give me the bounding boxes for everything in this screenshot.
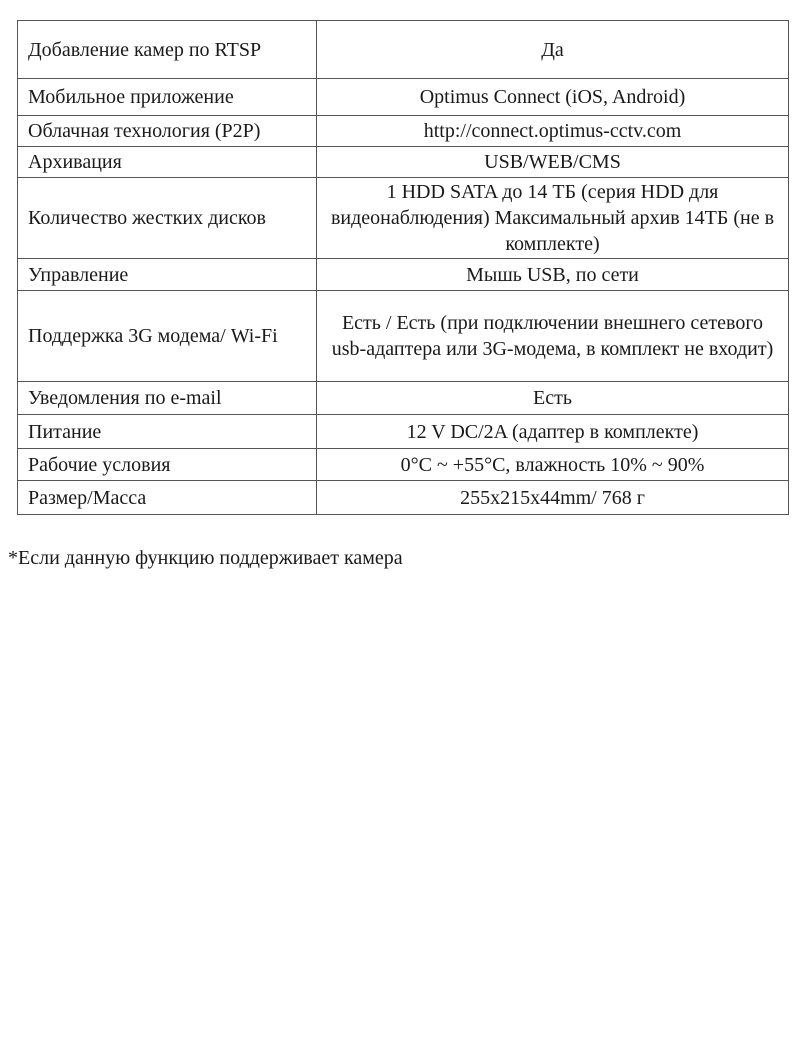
- row-value: Optimus Connect (iOS, Android): [317, 79, 789, 116]
- table-row: [18, 415, 789, 449]
- table-row: [18, 147, 789, 178]
- row-value: 12 V DC/2A (адаптер в комплекте): [317, 415, 789, 449]
- row-label: Размер/Масса: [18, 481, 317, 515]
- row-label: Рабочие условия: [18, 449, 317, 481]
- table-row: [18, 259, 789, 291]
- row-label: Управление: [18, 259, 317, 291]
- row-value: Есть: [317, 382, 789, 415]
- footnote: *Если данную функцию поддерживает камера: [8, 547, 403, 569]
- table-row: [18, 178, 789, 259]
- row-label: Поддержка 3G модема/ Wi-Fi: [18, 291, 317, 382]
- row-label: Архивация: [18, 147, 317, 178]
- row-value: 255x215x44mm/ 768 г: [317, 481, 789, 515]
- table-row: [18, 79, 789, 116]
- row-label: Количество жестких дисков: [18, 178, 317, 259]
- row-value: Мышь USB, по сети: [317, 259, 789, 291]
- row-value: USB/WEB/CMS: [317, 147, 789, 178]
- row-value: Есть / Есть (при подключении внешнего сетевого usb-адаптера или 3G-модема, в комплект не входит): [317, 291, 789, 382]
- spec-table: [17, 20, 789, 515]
- row-value: 1 HDD SATA до 14 ТБ (серия HDD для видеонаблюдения) Максимальный архив 14ТБ (не в комплекте): [317, 178, 789, 259]
- row-label: Питание: [18, 415, 317, 449]
- row-value: 0°C ~ +55°C, влажность 10% ~ 90%: [317, 449, 789, 481]
- table-row: [18, 21, 789, 79]
- table-row: [18, 449, 789, 481]
- row-value: Да: [317, 21, 789, 79]
- table-row: [18, 291, 789, 382]
- table-row: [18, 481, 789, 515]
- row-label: Уведомления по e-mail: [18, 382, 317, 415]
- row-label: Мобильное приложение: [18, 79, 317, 116]
- row-value: http://connect.optimus-cctv.com: [317, 116, 789, 147]
- table-row: [18, 382, 789, 415]
- row-label: Облачная технология (P2P): [18, 116, 317, 147]
- table-row: [18, 116, 789, 147]
- row-label: Добавление камер по RTSP: [18, 21, 317, 79]
